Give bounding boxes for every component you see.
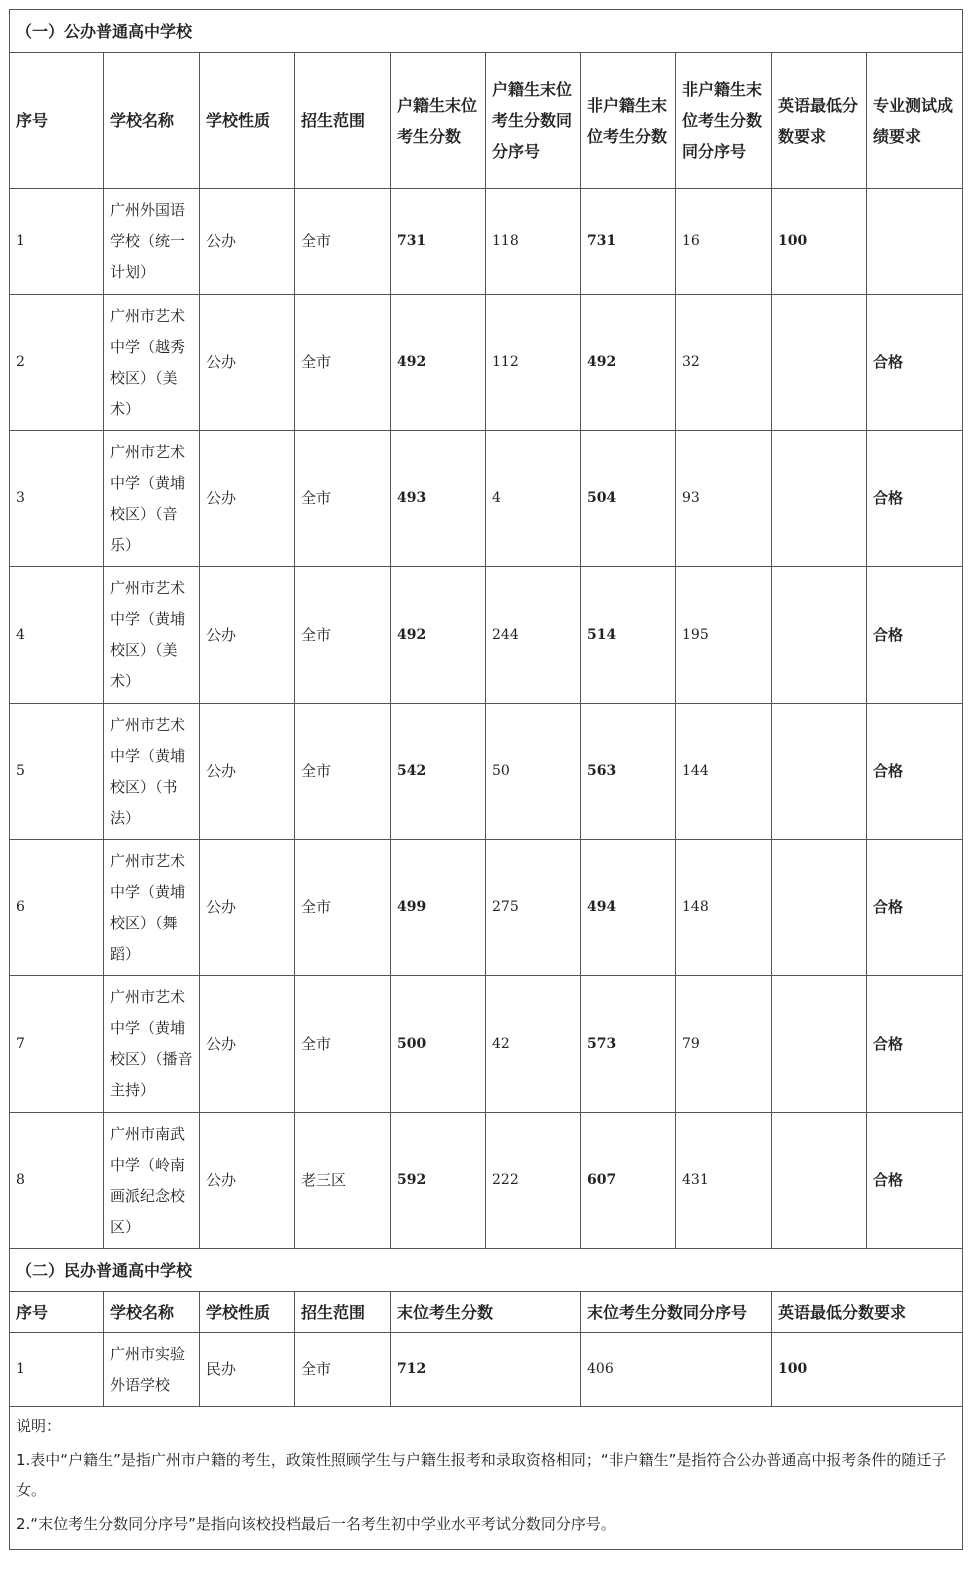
table-row: [10, 295, 963, 431]
section1-header-row: [10, 53, 963, 189]
header-school-name: 学校名称: [104, 1292, 200, 1333]
cell-fhj-rank: 32: [676, 295, 772, 431]
header-no: 序号: [10, 1292, 104, 1333]
cell-hj-rank: 42: [486, 976, 581, 1113]
header-hj-score: 户籍生末位考生分数: [391, 53, 486, 189]
cell-range: 全市: [295, 976, 391, 1113]
cell-english: 100: [772, 1333, 963, 1407]
cell-test: [867, 189, 963, 295]
cell-range: 全市: [295, 431, 391, 567]
header-test: 专业测试成绩要求: [867, 53, 963, 189]
table-row: [10, 976, 963, 1113]
cell-hj-rank: 275: [486, 840, 581, 976]
cell-test: 合格: [867, 431, 963, 567]
cell-nature: 公办: [200, 976, 295, 1113]
header-hj-rank: 户籍生末位考生分数同分序号: [486, 53, 581, 189]
cell-school-name: 广州市艺术中学（黄埔校区）（美术）: [104, 567, 200, 704]
header-english: 英语最低分数要求: [772, 1292, 963, 1333]
cell-range: 全市: [295, 840, 391, 976]
cell-hj-score: 492: [391, 567, 486, 704]
table-row: [10, 431, 963, 567]
cell-english: [772, 704, 867, 840]
cell-hj-score: 542: [391, 704, 486, 840]
cell-hj-score: 499: [391, 840, 486, 976]
cell-hj-rank: 112: [486, 295, 581, 431]
cell-english: [772, 976, 867, 1113]
section1-title: （一）公办普通高中学校: [10, 10, 963, 53]
cell-school-name: 广州市艺术中学（黄埔校区）（音乐）: [104, 431, 200, 567]
cell-nature: 公办: [200, 295, 295, 431]
cell-fhj-score: 494: [581, 840, 676, 976]
header-school-nature: 学校性质: [200, 53, 295, 189]
cell-english: 100: [772, 189, 867, 295]
cell-test: 合格: [867, 976, 963, 1113]
cell-no: 2: [10, 295, 104, 431]
cell-hj-score: 731: [391, 189, 486, 295]
notes-heading: 说明：: [16, 1417, 62, 1435]
table-row: [10, 840, 963, 976]
notes-block: [10, 1407, 963, 1550]
cell-rank: 406: [581, 1333, 772, 1407]
header-rank: 末位考生分数同分序号: [581, 1292, 772, 1333]
cell-fhj-rank: 144: [676, 704, 772, 840]
header-enroll-range: 招生范围: [295, 1292, 391, 1333]
cell-range: 全市: [295, 295, 391, 431]
table-row: [10, 704, 963, 840]
cell-fhj-rank: 431: [676, 1113, 772, 1249]
cell-no: 3: [10, 431, 104, 567]
cell-nature: 公办: [200, 840, 295, 976]
cell-english: [772, 1113, 867, 1249]
cell-school-name: 广州市南武中学（岭南画派纪念校区）: [104, 1113, 200, 1249]
cell-english: [772, 295, 867, 431]
cell-no: 1: [10, 1333, 104, 1407]
cell-hj-rank: 4: [486, 431, 581, 567]
cell-fhj-score: 563: [581, 704, 676, 840]
cell-test: 合格: [867, 1113, 963, 1249]
cell-test: 合格: [867, 840, 963, 976]
header-no: 序号: [10, 53, 104, 189]
cell-test: 合格: [867, 295, 963, 431]
cell-no: 6: [10, 840, 104, 976]
section2-title: （二）民办普通高中学校: [10, 1249, 963, 1292]
cell-school-name: 广州市实验外语学校: [104, 1333, 200, 1407]
cell-range: 全市: [295, 1333, 391, 1407]
header-fhj-score: 非户籍生末位考生分数: [581, 53, 676, 189]
cell-range: 老三区: [295, 1113, 391, 1249]
cell-no: 5: [10, 704, 104, 840]
cell-nature: 公办: [200, 189, 295, 295]
cell-nature: 民办: [200, 1333, 295, 1407]
cell-hj-rank: 222: [486, 1113, 581, 1249]
cell-hj-score: 493: [391, 431, 486, 567]
cell-fhj-score: 731: [581, 189, 676, 295]
cell-hj-score: 592: [391, 1113, 486, 1249]
cell-fhj-score: 492: [581, 295, 676, 431]
cell-no: 4: [10, 567, 104, 704]
cell-no: 8: [10, 1113, 104, 1249]
cell-english: [772, 567, 867, 704]
table-row: [10, 189, 963, 295]
header-school-nature: 学校性质: [200, 1292, 295, 1333]
table-row: [10, 567, 963, 704]
header-school-name: 学校名称: [104, 53, 200, 189]
cell-nature: 公办: [200, 431, 295, 567]
table-row: [10, 1113, 963, 1249]
note-item: 2.“末位考生分数同分序号”是指向该校投档最后一名考生初中学业水平考试分数同分序号。: [16, 1515, 616, 1533]
cell-hj-rank: 244: [486, 567, 581, 704]
admission-score-table: [9, 9, 962, 1550]
header-english: 英语最低分数要求: [772, 53, 867, 189]
note-item: 1.表中“户籍生”是指广州市户籍的考生，政策性照顾学生与户籍生报考和录取资格相同；“非户籍生”是指符合公办普通高中报考条件的随迁子女。: [16, 1451, 947, 1499]
cell-school-name: 广州市艺术中学（黄埔校区）（书法）: [104, 704, 200, 840]
cell-nature: 公办: [200, 1113, 295, 1249]
cell-hj-score: 492: [391, 295, 486, 431]
cell-score: 712: [391, 1333, 581, 1407]
cell-fhj-score: 514: [581, 567, 676, 704]
cell-test: 合格: [867, 567, 963, 704]
header-enroll-range: 招生范围: [295, 53, 391, 189]
header-fhj-rank: 非户籍生末位考生分数同分序号: [676, 53, 772, 189]
cell-range: 全市: [295, 704, 391, 840]
cell-fhj-score: 607: [581, 1113, 676, 1249]
cell-fhj-rank: 93: [676, 431, 772, 567]
cell-range: 全市: [295, 189, 391, 295]
score-table: [9, 9, 963, 1550]
cell-no: 7: [10, 976, 104, 1113]
cell-no: 1: [10, 189, 104, 295]
cell-fhj-score: 504: [581, 431, 676, 567]
cell-english: [772, 431, 867, 567]
cell-school-name: 广州市艺术中学（黄埔校区）（播音主持）: [104, 976, 200, 1113]
cell-range: 全市: [295, 567, 391, 704]
cell-nature: 公办: [200, 567, 295, 704]
section2-header-row: [10, 1292, 963, 1333]
cell-fhj-rank: 148: [676, 840, 772, 976]
cell-english: [772, 840, 867, 976]
cell-fhj-rank: 195: [676, 567, 772, 704]
cell-fhj-rank: 16: [676, 189, 772, 295]
cell-hj-rank: 118: [486, 189, 581, 295]
cell-school-name: 广州市艺术中学（黄埔校区）（舞蹈）: [104, 840, 200, 976]
cell-hj-rank: 50: [486, 704, 581, 840]
cell-test: 合格: [867, 704, 963, 840]
cell-school-name: 广州外国语学校（统一计划）: [104, 189, 200, 295]
cell-fhj-rank: 79: [676, 976, 772, 1113]
table-row: [10, 1333, 963, 1407]
cell-fhj-score: 573: [581, 976, 676, 1113]
header-score: 末位考生分数: [391, 1292, 581, 1333]
cell-nature: 公办: [200, 704, 295, 840]
cell-school-name: 广州市艺术中学（越秀校区）（美术）: [104, 295, 200, 431]
cell-hj-score: 500: [391, 976, 486, 1113]
